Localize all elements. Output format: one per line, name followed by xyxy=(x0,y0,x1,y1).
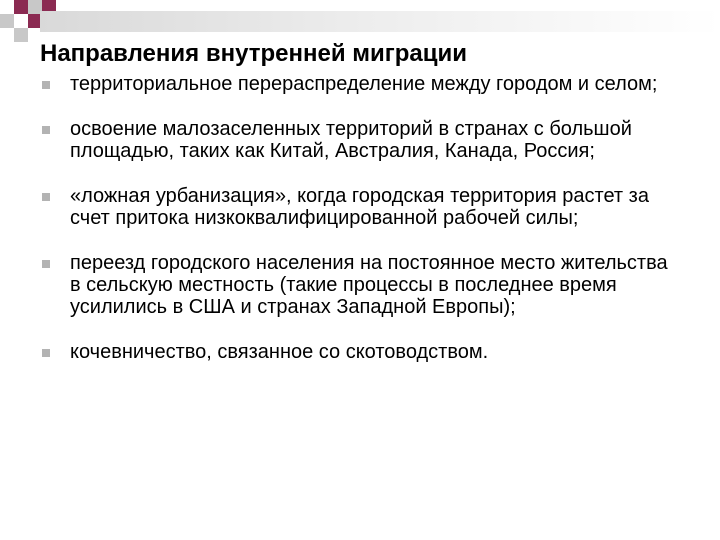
slide-title: Направления внутренней миграции xyxy=(40,40,468,67)
list-item xyxy=(40,185,680,229)
decor-square xyxy=(14,28,28,42)
list-item-text: освоение малозаселенных территорий в странах с большой площадью, таких как Китай, Австралия, Канада, Россия; xyxy=(70,118,632,162)
bullet-marker-icon xyxy=(42,260,50,268)
list-item xyxy=(40,341,680,363)
header-decoration xyxy=(0,0,720,40)
bullet-marker-icon xyxy=(42,126,50,134)
list-item-text: кочевничество, связанное со скотоводством. xyxy=(70,341,489,363)
list-item xyxy=(40,252,680,318)
list-item xyxy=(40,73,680,95)
decor-square xyxy=(0,14,14,28)
decor-square xyxy=(14,0,28,14)
bullet-marker-icon xyxy=(42,349,50,357)
list-item xyxy=(40,118,680,162)
list-item-text: «ложная урбанизация», когда городская территория растет за счет притока низкоквалифицированной рабочей силы; xyxy=(70,185,649,229)
bullet-marker-icon xyxy=(42,193,50,201)
bullet-marker-icon xyxy=(42,81,50,89)
bullet-list xyxy=(40,73,680,386)
list-item-text: территориальное перераспределение между городом и селом; xyxy=(70,73,658,95)
header-gradient-bar xyxy=(40,11,720,32)
list-item-text: переезд городского населения на постоянное место жительства в сельскую местность (такие процессы в последнее время усилились в США и странах Западной Европы); xyxy=(70,252,668,318)
